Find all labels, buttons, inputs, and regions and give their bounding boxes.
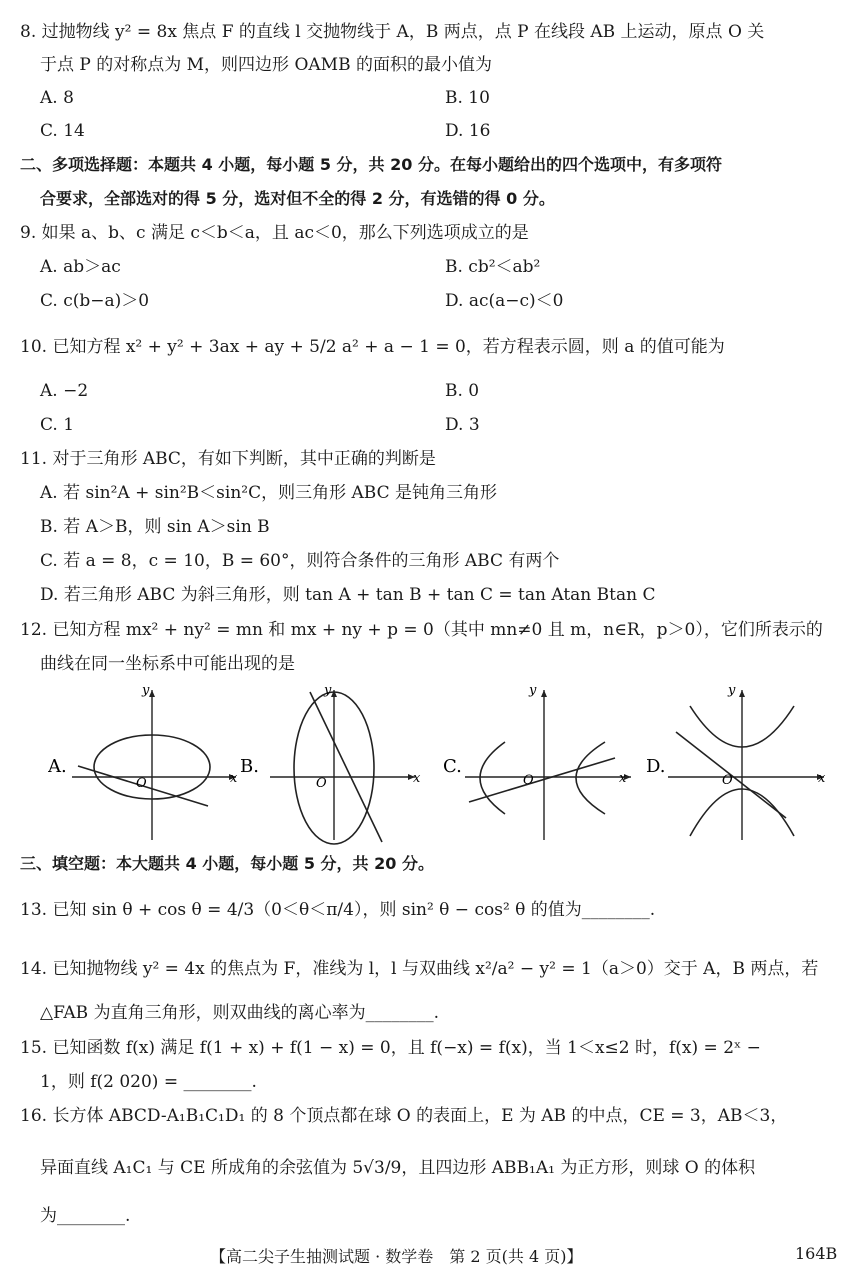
figure-b-label: B. — [240, 756, 259, 777]
page-footer: 【高二尖子生抽测试题 · 数学卷 第 2 页(共 4 页)】 — [210, 1247, 583, 1266]
figure-d-y-label: y — [728, 683, 736, 698]
q9-option-a: A. ab＞ac — [40, 257, 121, 277]
q10-stem: 10. 已知方程 x² + y² + 3ax + ay + 5/2 a² + a − 1 = 0，若方程表示圆，则 a 的值可能为 — [20, 337, 725, 357]
q14-line2: △FAB 为直角三角形，则双曲线的离心率为________. — [40, 1003, 439, 1023]
section2-heading-line2: 合要求，全部选对的得 5 分，选对但不全的得 2 分，有选错的得 0 分。 — [40, 189, 555, 208]
section2-heading-line1: 二、多项选择题：本题共 4 小题，每小题 5 分，共 20 分。在每小题给出的四个选项中，有多项符 — [20, 155, 722, 174]
figure-c-origin: O — [523, 773, 534, 788]
q12-line1: 12. 已知方程 mx² + ny² = mn 和 mx + ny + p = 0（其中 mn≠0 且 m，n∈R，p＞0），它们所表示的 — [20, 620, 823, 640]
q12-figure-d — [646, 680, 842, 845]
figure-d-origin: O — [722, 773, 733, 788]
q11-option-a: A. 若 sin²A + sin²B＜sin²C，则三角形 ABC 是钝角三角形 — [40, 483, 497, 503]
q9-option-d: D. ac(a−c)＜0 — [445, 291, 564, 311]
q15-line1: 15. 已知函数 f(x) 满足 f(1 + x) + f(1 − x) = 0，且 f(−x) = f(x)，当 1＜x≤2 时，f(x) = 2ˣ − — [20, 1038, 761, 1058]
q16-line1: 16. 长方体 ABCD-A₁B₁C₁D₁ 的 8 个顶点都在球 O 的表面上，E 为 AB 的中点，CE = 3，AB＜3， — [20, 1106, 788, 1126]
q16-line3: 为________. — [40, 1206, 131, 1226]
figure-b-x-label: x — [413, 771, 421, 786]
figure-a-origin: O — [136, 776, 147, 791]
q8-option-d: D. 16 — [445, 121, 491, 141]
q10-option-a: A. −2 — [40, 381, 89, 401]
q12-figure-b — [240, 680, 436, 845]
q10-option-d: D. 3 — [445, 415, 480, 435]
q8-option-a: A. 8 — [40, 88, 74, 108]
q10-option-c: C. 1 — [40, 415, 75, 435]
q14-line1: 14. 已知抛物线 y² = 4x 的焦点为 F，准线为 l，l 与双曲线 x²/a² − y² = 1（a＞0）交于 A，B 两点，若 — [20, 959, 819, 979]
q11-option-d: D. 若三角形 ABC 为斜三角形，则 tan A + tan B + tan C = tan Atan Btan C — [40, 585, 656, 605]
figure-c-y-label: y — [529, 683, 537, 698]
figure-b-y-label: y — [324, 683, 332, 698]
q12-figure-a — [48, 680, 244, 845]
q9-option-c: C. c(b−a)＞0 — [40, 291, 150, 311]
q11-option-b: B. 若 A＞B，则 sin A＞sin B — [40, 517, 270, 537]
q11-option-c: C. 若 a = 8，c = 10，B = 60°，则符合条件的三角形 ABC 有两个 — [40, 551, 560, 571]
figure-a-label: A. — [48, 756, 67, 777]
figure-b-origin: O — [316, 776, 327, 791]
paper-code: 164B — [795, 1244, 838, 1263]
q13-line1: 13. 已知 sin θ + cos θ = 4/3（0＜θ＜π/4），则 sin² θ − cos² θ 的值为________. — [20, 900, 656, 920]
q8-line1: 8. 过抛物线 y² = 8x 焦点 F 的直线 l 交抛物线于 A，B 两点，点 P 在线段 AB 上运动，原点 O 关 — [20, 22, 765, 42]
figure-a-x-label: x — [230, 771, 238, 786]
q12-line2: 曲线在同一坐标系中可能出现的是 — [40, 654, 295, 674]
q9-option-b: B. cb²＜ab² — [445, 257, 541, 277]
figure-d-x-label: x — [818, 771, 826, 786]
figure-d-label: D. — [646, 756, 666, 777]
q15-line2: 1，则 f(2 020) = ________. — [40, 1072, 257, 1092]
section3-heading: 三、填空题：本大题共 4 小题，每小题 5 分，共 20 分。 — [20, 854, 434, 873]
q12-figure-c — [443, 680, 639, 845]
q11-stem: 11. 对于三角形 ABC，有如下判断，其中正确的判断是 — [20, 449, 436, 469]
q8-line2: 于点 P 的对称点为 M，则四边形 OAMB 的面积的最小值为 — [40, 55, 492, 75]
figure-c-label: C. — [443, 756, 462, 777]
figure-c-x-label: x — [619, 771, 627, 786]
q9-stem: 9. 如果 a、b、c 满足 c＜b＜a，且 ac＜0，那么下列选项成立的是 — [20, 223, 529, 243]
q8-option-c: C. 14 — [40, 121, 85, 141]
q10-option-b: B. 0 — [445, 381, 480, 401]
q8-option-b: B. 10 — [445, 88, 490, 108]
q16-line2: 异面直线 A₁C₁ 与 CE 所成角的余弦值为 5√3/9，且四边形 ABB₁A₁ 为正方形，则球 O 的体积 — [40, 1158, 756, 1178]
figure-a-y-label: y — [142, 683, 150, 698]
